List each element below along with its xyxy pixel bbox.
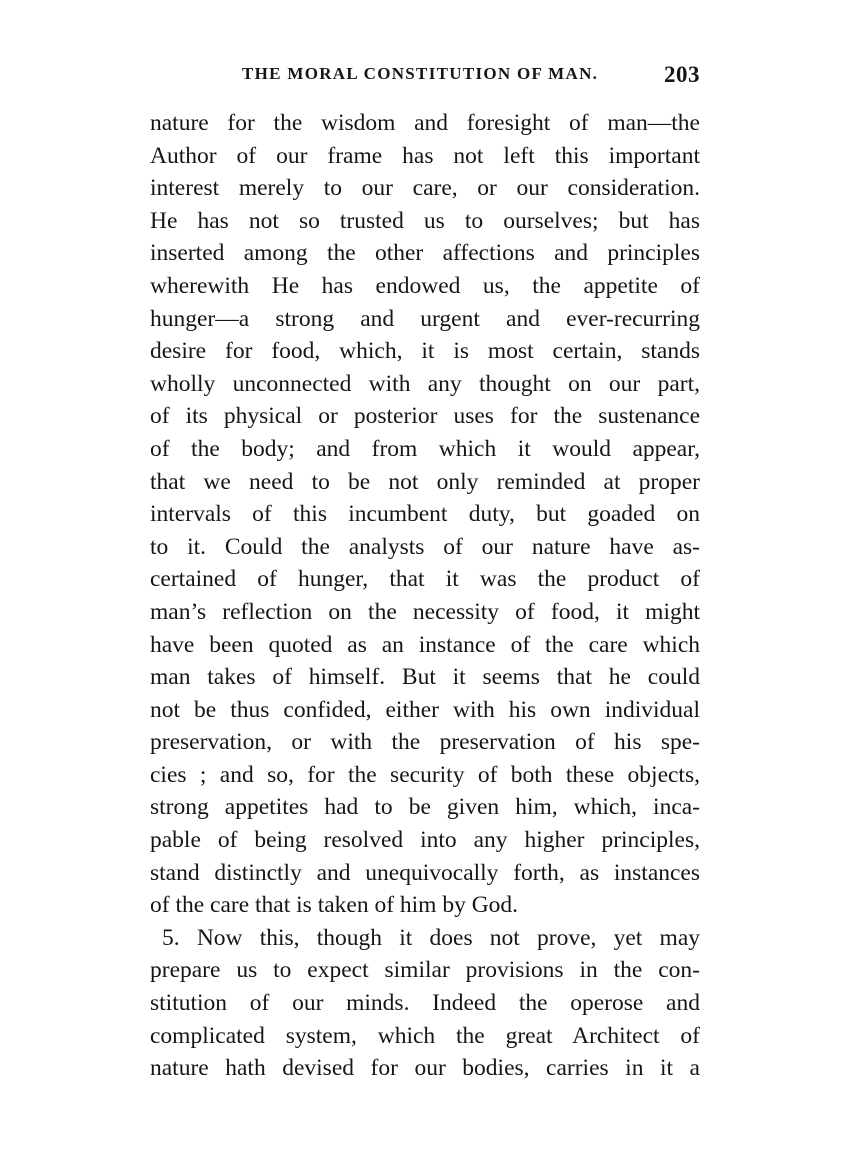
text-line: nature hath devised for our bodies, carries in it a [150, 1055, 700, 1082]
text-line: desire for food, which, it is most certain, stands [150, 338, 700, 365]
text-line: stand distinctly and unequivocally forth, as instances [150, 859, 700, 886]
text-line: wherewith He has endowed us, the appetite of [150, 272, 700, 299]
text-line: complicated system, which the great Architect of [150, 1022, 700, 1049]
text-line: He has not so trusted us to ourselves; but has [150, 207, 700, 234]
text-line: certained of hunger, that it was the product of [150, 566, 700, 593]
text-line: pable of being resolved into any higher principles, [150, 827, 700, 854]
text-line: wholly unconnected with any thought on our part, [150, 370, 700, 397]
text-line: hunger—a strong and urgent and ever-recurring [150, 305, 700, 332]
text-line: stitution of our minds. Indeed the operose and [150, 990, 700, 1017]
text-line: inserted among the other affections and principles [150, 240, 700, 267]
text-line: to it. Could the analysts of our nature have as- [150, 533, 700, 560]
text-line: of the body; and from which it would appear, [150, 435, 700, 462]
text-line: Author of our frame has not left this important [150, 142, 700, 169]
body-text [150, 107, 700, 1085]
text-line: prepare us to expect similar provisions in the con- [150, 957, 700, 984]
text-line: preservation, or with the preservation of his spe- [150, 729, 700, 756]
paragraph-start-line: 5. Now this, though it does not prove, yet may [162, 924, 700, 951]
text-line: man takes of himself. But it seems that he could [150, 664, 700, 691]
text-line: man’s reflection on the necessity of food, it might [150, 598, 700, 625]
running-head [150, 62, 700, 92]
text-line: that we need to be not only reminded at proper [150, 468, 700, 495]
text-line: cies ; and so, for the security of both these objects, [150, 761, 700, 788]
paragraph-end-line: of the care that is taken of him by God. [150, 892, 519, 919]
text-line: nature for the wisdom and foresight of man—the [150, 110, 700, 136]
running-title: THE MORAL CONSTITUTION OF MAN. [242, 64, 599, 83]
text-line: of its physical or posterior uses for the sustenance [150, 403, 700, 430]
text-line: not be thus confided, either with his own individual [150, 696, 700, 723]
text-line: intervals of this incumbent duty, but goaded on [150, 501, 700, 528]
page-number: 203 [664, 62, 700, 87]
text-line: strong appetites had to be given him, which, inca- [150, 794, 700, 821]
text-line: have been quoted as an instance of the care which [150, 631, 700, 658]
text-line: interest merely to our care, or our consideration. [150, 175, 700, 202]
